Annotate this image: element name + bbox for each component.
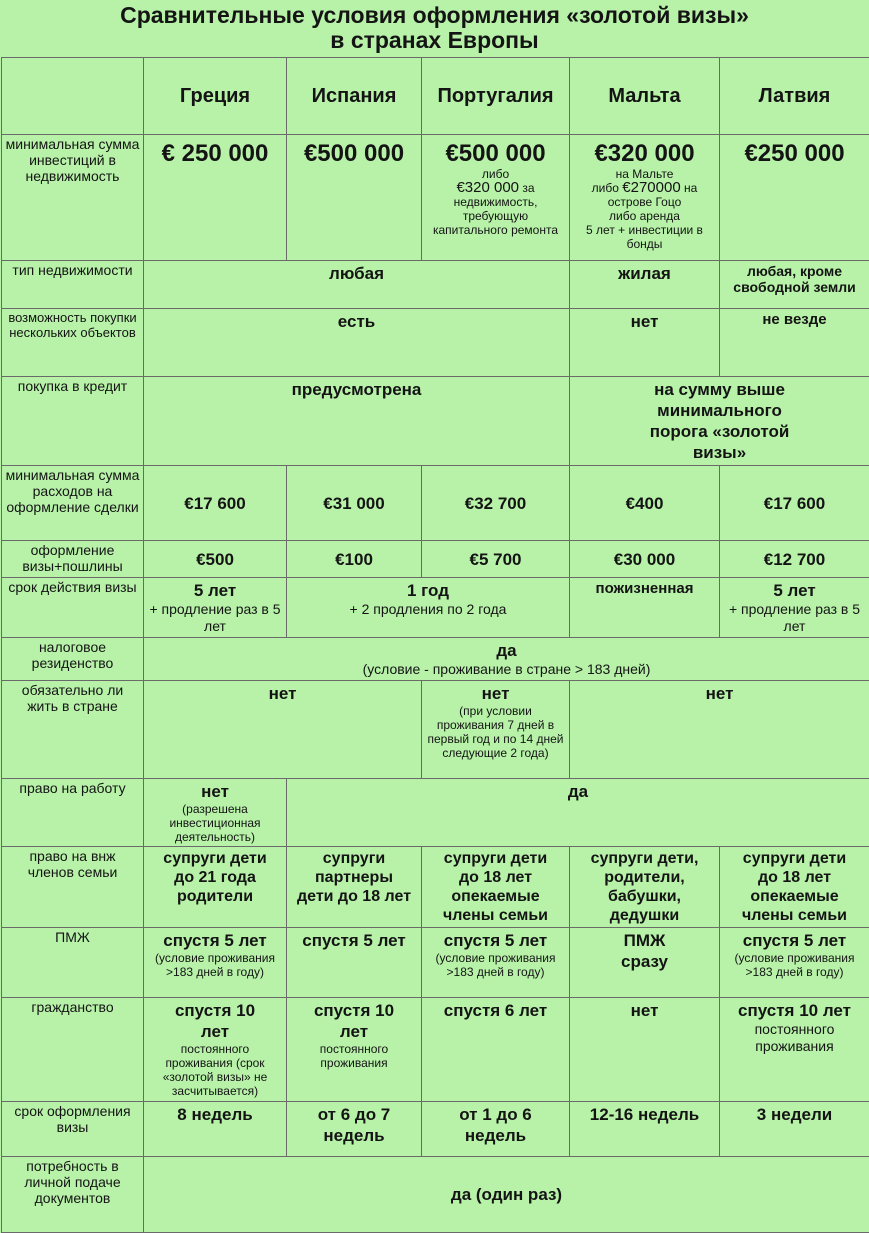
row-label: срок действия визы	[2, 578, 144, 638]
row-label: потребность в личной подаче документов	[2, 1157, 144, 1233]
row-label: право на работу	[2, 779, 144, 847]
note-text: (при условии проживания 7 дней в первый год и по 14 дней следующие 2 года)	[425, 704, 566, 760]
header-greece: Греция	[144, 58, 287, 135]
note-text: на Мальте	[573, 167, 716, 181]
row-pr	[2, 928, 869, 998]
value-text: €400	[573, 493, 716, 514]
cell-processing-portugal	[422, 1102, 570, 1157]
cell-validity-es-pt	[287, 578, 570, 638]
row-multiple-objects	[2, 309, 869, 377]
cell-submission-all	[144, 1157, 869, 1233]
row-tax-residency	[2, 638, 869, 681]
row-investment	[2, 135, 869, 261]
value-text: 5 лет	[723, 580, 866, 601]
value-text: €500	[147, 549, 283, 570]
cell-pr-greece	[144, 928, 287, 998]
cell-pr-malta	[570, 928, 720, 998]
value-text: 5 лет	[147, 580, 283, 601]
cell-family-greece	[144, 847, 287, 928]
value-text: спустя 5 лет	[290, 930, 418, 951]
note-text: либо	[592, 181, 619, 195]
comparison-table	[1, 57, 869, 1233]
row-label: налоговое резиденство	[2, 638, 144, 681]
cell-costs-spain	[287, 466, 422, 541]
note-text: (условие - проживание в стране > 183 дней)	[147, 661, 866, 678]
note-text: (условие проживания >183 дней в году)	[723, 951, 866, 979]
page-title	[0, 0, 869, 57]
value-text: предусмотрена	[147, 379, 566, 400]
cell-work-others	[287, 779, 869, 847]
value-text: от 1 до 6 недель	[425, 1104, 566, 1146]
cell-investment-portugal	[422, 135, 570, 261]
header-spain: Испания	[287, 58, 422, 135]
note-text: (условие проживания >183 дней в году)	[425, 951, 566, 979]
value-text: на сумму выше минимального порога «золотой визы»	[573, 379, 866, 463]
value-text: спустя 6 лет	[425, 1000, 566, 1021]
cell-pr-latvia	[720, 928, 869, 998]
cell-investment-latvia	[720, 135, 869, 261]
value-text: супруги дети до 18 лет опекаемые члены семьи	[425, 849, 566, 925]
header-latvia: Латвия	[720, 58, 869, 135]
header-portugal: Португалия	[422, 58, 570, 135]
row-label: гражданство	[2, 998, 144, 1102]
value-text: супруги партнеры дети до 18 лет	[290, 849, 418, 906]
cell-validity-latvia	[720, 578, 869, 638]
cell-work-greece	[144, 779, 287, 847]
value-text: €32 700	[425, 493, 566, 514]
note-text: + продление раз в 5 лет	[147, 601, 283, 635]
cell-fees-portugal	[422, 541, 570, 578]
row-family	[2, 847, 869, 928]
value-text: супруги дети, родители, бабушки, дедушки	[573, 849, 716, 925]
cell-investment-spain	[287, 135, 422, 261]
note-amount: €270000	[622, 179, 680, 196]
row-visa-fees	[2, 541, 869, 578]
cell-family-latvia	[720, 847, 869, 928]
cell-citizenship-malta	[570, 998, 720, 1102]
row-processing-time	[2, 1102, 869, 1157]
value-text: € 250 000	[147, 140, 283, 167]
note-amount: €320 000	[456, 179, 519, 196]
row-label: ПМЖ	[2, 928, 144, 998]
note-text: (условие проживания >183 дней в году)	[147, 951, 283, 979]
row-credit	[2, 377, 869, 466]
row-work-right	[2, 779, 869, 847]
value-text: супруги дети до 18 лет опекаемые члены семьи	[723, 849, 866, 925]
value-text: €500 000	[425, 140, 566, 167]
cell-multiple-malta	[570, 309, 720, 377]
note-text: + 2 продления по 2 года	[290, 601, 566, 618]
cell-fees-latvia	[720, 541, 869, 578]
value-text: не везде	[723, 311, 866, 328]
cell-processing-spain	[287, 1102, 422, 1157]
page-title-line1: Сравнительные условия оформления «золотой визы»	[0, 3, 869, 28]
row-label: покупка в кредит	[2, 377, 144, 466]
value-text: спустя 10 лет	[290, 1000, 418, 1042]
cell-processing-latvia	[720, 1102, 869, 1157]
value-text: супруги дети до 21 года родители	[147, 849, 283, 906]
value-text: спустя 10 лет	[147, 1000, 283, 1042]
header-malta: Мальта	[570, 58, 720, 135]
row-validity	[2, 578, 869, 638]
note-line	[425, 181, 566, 195]
row-label: тип недвижимости	[2, 261, 144, 309]
cell-fees-greece	[144, 541, 287, 578]
value-text: да	[290, 781, 866, 802]
cell-family-spain	[287, 847, 422, 928]
cell-citizenship-latvia	[720, 998, 869, 1102]
value-text: жилая	[573, 263, 716, 284]
note-text: острове Гоцо	[573, 195, 716, 209]
cell-pr-portugal	[422, 928, 570, 998]
row-personal-submission	[2, 1157, 869, 1233]
cell-property-type-malta	[570, 261, 720, 309]
cell-credit-gr-es-pt	[144, 377, 570, 466]
note-text: постоянного проживания (срок «золотой визы» не засчитывается)	[147, 1042, 283, 1098]
value-text: €5 700	[425, 549, 566, 570]
row-transaction-costs	[2, 466, 869, 541]
row-label: возможность покупки нескольких объектов	[2, 309, 144, 377]
row-must-live	[2, 681, 869, 779]
value-text: €31 000	[290, 493, 418, 514]
value-text: €17 600	[723, 493, 866, 514]
value-text: спустя 5 лет	[723, 930, 866, 951]
cell-property-type-latvia	[720, 261, 869, 309]
value-text: €30 000	[573, 549, 716, 570]
cell-live-mt-lv	[570, 681, 869, 779]
value-text: спустя 10 лет	[723, 1000, 866, 1021]
header-row	[2, 58, 869, 135]
cell-validity-malta	[570, 578, 720, 638]
header-corner	[2, 58, 144, 135]
value-text: любая, кроме свободной земли	[723, 263, 866, 295]
row-citizenship	[2, 998, 869, 1102]
value-text: нет	[147, 683, 418, 704]
cell-costs-greece	[144, 466, 287, 541]
value-text: 12-16 недель	[573, 1104, 716, 1125]
cell-live-portugal	[422, 681, 570, 779]
value-text: нет	[573, 311, 716, 332]
row-label: оформление визы+пошлины	[2, 541, 144, 578]
note-text: постоянного проживания	[723, 1021, 866, 1055]
cell-costs-latvia	[720, 466, 869, 541]
cell-validity-greece	[144, 578, 287, 638]
row-label: обязательно ли жить в стране	[2, 681, 144, 779]
cell-multiple-gr-es-pt	[144, 309, 570, 377]
note-text: за	[522, 181, 534, 195]
cell-processing-malta	[570, 1102, 720, 1157]
value-text: от 6 до 7 недель	[290, 1104, 418, 1146]
cell-citizenship-greece	[144, 998, 287, 1102]
page-title-line2: в странах Европы	[0, 28, 869, 53]
value-text: €100	[290, 549, 418, 570]
value-text: да	[147, 640, 866, 661]
cell-processing-greece	[144, 1102, 287, 1157]
value-text: €500 000	[290, 140, 418, 167]
note-text: либо аренда	[573, 209, 716, 223]
cell-pr-spain	[287, 928, 422, 998]
cell-tax-all	[144, 638, 869, 681]
cell-investment-greece	[144, 135, 287, 261]
cell-citizenship-spain	[287, 998, 422, 1102]
value-text: 8 недель	[147, 1104, 283, 1125]
cell-multiple-latvia	[720, 309, 869, 377]
note-text: либо	[425, 167, 566, 181]
value-text: нет	[573, 683, 866, 704]
value-text: €17 600	[147, 493, 283, 514]
value-text: пожизненная	[573, 580, 716, 597]
cell-costs-portugal	[422, 466, 570, 541]
row-label: право на внж членов семьи	[2, 847, 144, 928]
note-text: на	[684, 181, 697, 195]
cell-fees-malta	[570, 541, 720, 578]
cell-fees-spain	[287, 541, 422, 578]
value-text: есть	[147, 311, 566, 332]
note-line	[573, 181, 716, 195]
cell-family-malta	[570, 847, 720, 928]
value-text: нет	[425, 683, 566, 704]
note-text: 5 лет + инвестиции в бонды	[573, 223, 716, 251]
cell-citizenship-portugal	[422, 998, 570, 1102]
row-label: минимальная сумма расходов на оформление сделки	[2, 466, 144, 541]
value-text: спустя 5 лет	[147, 930, 283, 951]
cell-live-gr-es	[144, 681, 422, 779]
value-text: 1 год	[290, 580, 566, 601]
value-text: €250 000	[723, 140, 866, 167]
row-label: минимальная сумма инвестиций в недвижимость	[2, 135, 144, 261]
cell-family-portugal	[422, 847, 570, 928]
value-text: любая	[147, 263, 566, 284]
row-property-type	[2, 261, 869, 309]
row-label: срок оформления визы	[2, 1102, 144, 1157]
value-text: нет	[573, 1000, 716, 1021]
cell-credit-mt-lv	[570, 377, 869, 466]
note-text: недвижимость, требующую капитального ремонта	[425, 195, 566, 237]
value-text: да (один раз)	[147, 1184, 866, 1205]
value-text: 3 недели	[723, 1104, 866, 1125]
value-text: €12 700	[723, 549, 866, 570]
note-text: постоянного проживания	[290, 1042, 418, 1070]
value-text: ПМЖ сразу	[573, 930, 716, 972]
cell-property-type-gr-es-pt	[144, 261, 570, 309]
cell-costs-malta	[570, 466, 720, 541]
cell-investment-malta	[570, 135, 720, 261]
note-text: (разрешена инвестиционная деятельность)	[147, 802, 283, 844]
note-text: + продление раз в 5 лет	[723, 601, 866, 635]
value-text: нет	[147, 781, 283, 802]
value-text: €320 000	[573, 140, 716, 167]
value-text: спустя 5 лет	[425, 930, 566, 951]
